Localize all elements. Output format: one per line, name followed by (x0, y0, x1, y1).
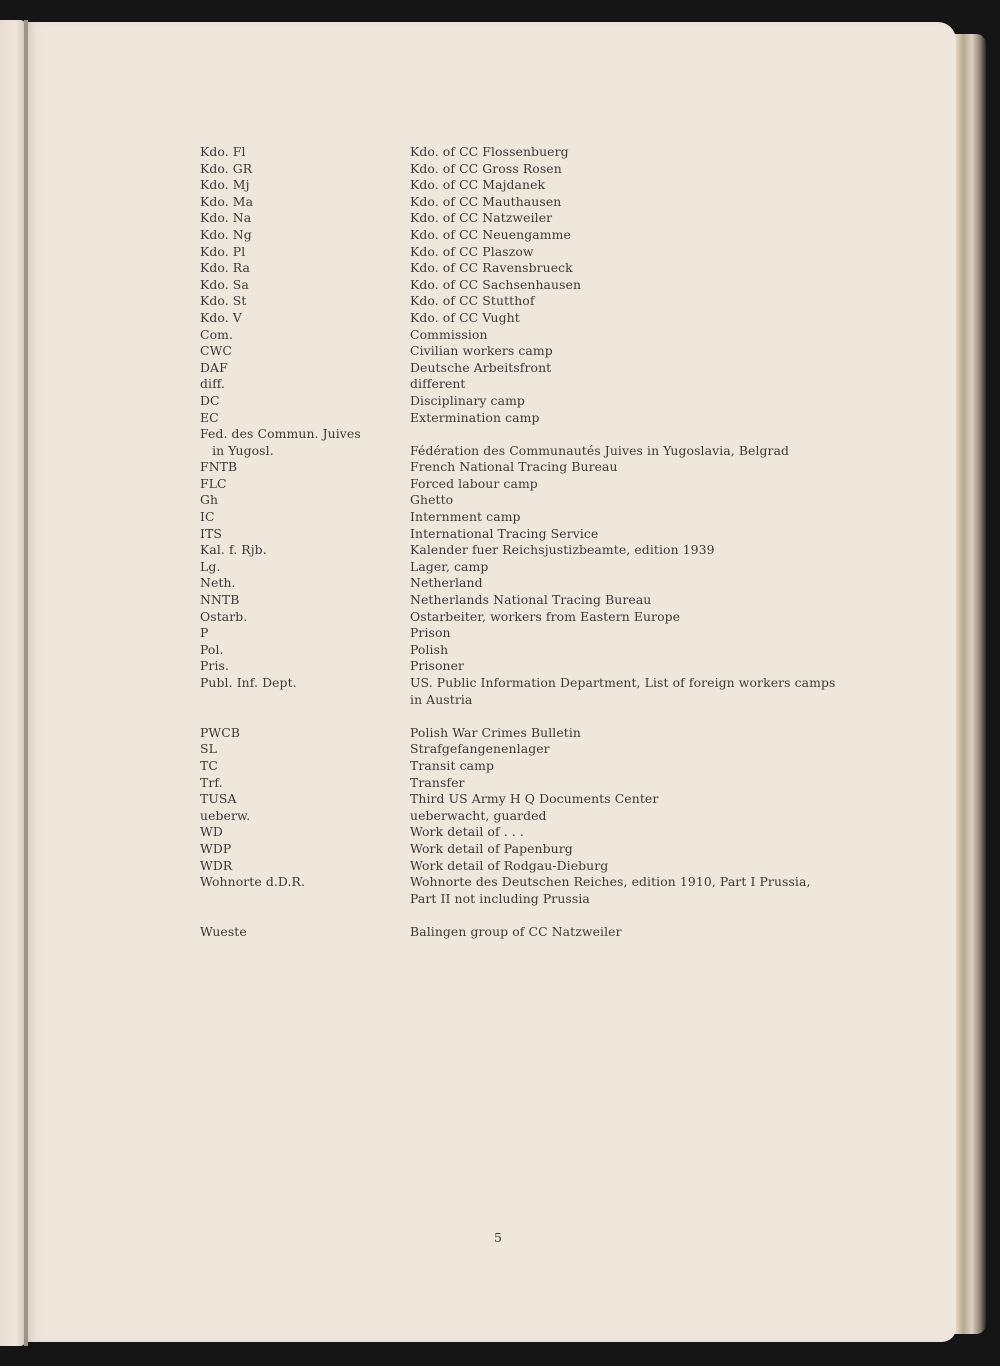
abbreviation-definition: Civilian workers camp (410, 343, 553, 359)
abbreviation-definition: Strafgefangenenlager (410, 741, 550, 757)
abbreviation-term: Lg. (200, 558, 221, 574)
abbreviation-list (200, 144, 900, 941)
book-page (28, 22, 956, 1342)
abbreviation-term: FLC (200, 475, 227, 491)
abbreviation-definition: Disciplinary camp (410, 392, 525, 408)
abbreviation-entry (200, 808, 900, 825)
abbreviation-term: Kal. f. Rjb. (200, 542, 267, 558)
abbreviation-definition: International Tracing Service (410, 525, 599, 541)
abbreviation-entry (200, 310, 900, 327)
abbreviation-definition: Polish (410, 641, 449, 657)
abbreviation-definition: Netherland (410, 575, 483, 591)
abbreviation-term: Gh (200, 492, 219, 508)
abbreviation-entry (200, 741, 900, 758)
abbreviation-definition: Transfer (410, 774, 465, 790)
abbreviation-entry (200, 410, 900, 427)
entry-spacer (200, 907, 900, 924)
abbreviation-entry (200, 592, 900, 609)
abbreviation-entry (200, 924, 900, 941)
abbreviation-term: PWCB (200, 724, 241, 740)
abbreviation-term: P (200, 625, 209, 641)
abbreviation-definition: Work detail of Papenburg (410, 840, 573, 856)
abbreviation-term: Wueste (200, 923, 247, 939)
abbreviation-definition: Balingen group of CC Natzweiler (410, 923, 622, 939)
abbreviation-term: TUSA (200, 791, 237, 807)
entry-spacer (200, 708, 900, 725)
abbreviation-definition: ueberwacht, guarded (410, 807, 547, 823)
abbreviation-entry (200, 260, 900, 277)
abbreviation-definition: Third US Army H Q Documents Center (410, 791, 659, 807)
abbreviation-entry (200, 426, 900, 443)
abbreviation-entry (200, 194, 900, 211)
abbreviation-term: WDR (200, 857, 233, 873)
abbreviation-entry (200, 858, 900, 875)
abbreviation-term: Kdo. Na (200, 210, 252, 226)
abbreviation-entry (200, 293, 900, 310)
abbreviation-term: Kdo. Mj (200, 177, 250, 193)
abbreviation-entry (200, 542, 900, 559)
abbreviation-entry (200, 443, 900, 460)
abbreviation-term: Wohnorte d.D.R. (200, 874, 306, 890)
abbreviation-term: Trf. (200, 774, 223, 790)
abbreviation-entry (200, 343, 900, 360)
abbreviation-definition: Kdo. of CC Plaszow (410, 243, 534, 259)
abbreviation-term: Kdo. Sa (200, 276, 249, 292)
abbreviation-entry (200, 675, 900, 708)
abbreviation-definition: Kdo. of CC Natzweiler (410, 210, 553, 226)
abbreviation-entry (200, 376, 900, 393)
abbreviation-definition: Kdo. of CC Sachsenhausen (410, 276, 582, 292)
abbreviation-term: CWC (200, 343, 232, 359)
abbreviation-term: ITS (200, 525, 222, 541)
abbreviation-entry (200, 161, 900, 178)
abbreviation-term: WDP (200, 840, 232, 856)
abbreviation-definition: Deutsche Arbeitsfront (410, 359, 552, 375)
abbreviation-entry (200, 509, 900, 526)
abbreviation-term: Kdo. St (200, 293, 247, 309)
abbreviation-term: IC (200, 509, 215, 525)
abbreviation-term: Kdo. V (200, 309, 242, 325)
abbreviation-term: Pris. (200, 658, 230, 674)
abbreviation-entry (200, 244, 900, 261)
abbreviation-definition: Kdo. of CC Stutthof (410, 293, 535, 309)
abbreviation-entry (200, 609, 900, 626)
abbreviation-definition: Forced labour camp (410, 475, 538, 491)
abbreviation-entry (200, 575, 900, 592)
abbreviation-term: Pol. (200, 641, 224, 657)
abbreviation-entry (200, 841, 900, 858)
abbreviation-definition: Extermination camp (410, 409, 540, 425)
abbreviation-term: Fed. des Commun. Juives (200, 426, 361, 442)
abbreviation-entry (200, 559, 900, 576)
abbreviation-entry (200, 758, 900, 775)
abbreviation-definition: Kdo. of CC Ravensbrueck (410, 260, 573, 276)
abbreviation-definition: Kalender fuer Reichsjustizbeamte, edition 1939 (410, 542, 715, 558)
abbreviation-term: ueberw. (200, 807, 251, 823)
left-page-edge (0, 20, 26, 1346)
abbreviation-term: Kdo. Ma (200, 193, 254, 209)
abbreviation-entry (200, 791, 900, 808)
abbreviation-term: Com. (200, 326, 234, 342)
abbreviation-entry (200, 327, 900, 344)
abbreviation-definition: Kdo. of CC Gross Rosen (410, 160, 562, 176)
abbreviation-definition: Work detail of Rodgau-Dieburg (410, 857, 609, 873)
abbreviation-term: Kdo. Ng (200, 226, 252, 242)
abbreviation-definition: Fédération des Communautés Juives in Yugoslavia, Belgrad (410, 442, 790, 458)
abbreviation-entry (200, 476, 900, 493)
abbreviation-entry (200, 459, 900, 476)
abbreviation-definition: Polish War Crimes Bulletin (410, 724, 582, 740)
abbreviation-term: NNTB (200, 592, 240, 608)
abbreviation-entry (200, 775, 900, 792)
abbreviation-entry (200, 658, 900, 675)
abbreviation-entry (200, 393, 900, 410)
abbreviation-term: diff. (200, 376, 226, 392)
abbreviation-entry (200, 625, 900, 642)
abbreviation-entry (200, 177, 900, 194)
abbreviation-definition: Commission (410, 326, 488, 342)
abbreviation-entry (200, 492, 900, 509)
abbreviation-term: FNTB (200, 459, 238, 475)
abbreviation-definition: Prisoner (410, 658, 465, 674)
abbreviation-entry (200, 144, 900, 161)
abbreviation-entry (200, 874, 900, 907)
abbreviation-entry (200, 642, 900, 659)
abbreviation-definition: Kdo. of CC Mauthausen (410, 193, 562, 209)
abbreviation-term: DAF (200, 359, 228, 375)
abbreviation-term: Kdo. Ra (200, 260, 251, 276)
abbreviation-entry (200, 360, 900, 377)
abbreviation-term: Neth. (200, 575, 236, 591)
abbreviation-term: Kdo. Pl (200, 243, 246, 259)
abbreviation-definition: Internment camp (410, 509, 521, 525)
abbreviation-term: Kdo. GR (200, 160, 253, 176)
abbreviation-term: in Yugosl. (200, 442, 274, 458)
abbreviation-term: DC (200, 392, 220, 408)
abbreviation-definition: Lager, camp (410, 558, 489, 574)
abbreviation-definition: Ostarbeiter, workers from Eastern Europe (410, 608, 681, 624)
abbreviation-term: TC (200, 757, 218, 773)
abbreviation-term: Kdo. Fl (200, 144, 246, 159)
abbreviation-entry (200, 210, 900, 227)
abbreviation-definition: Prison (410, 625, 451, 641)
abbreviation-definition: Kdo. of CC Majdanek (410, 177, 546, 193)
abbreviation-term: Publ. Inf. Dept. (200, 675, 297, 690)
abbreviation-term: Ostarb. (200, 608, 248, 624)
abbreviation-definition: Transit camp (410, 757, 495, 773)
abbreviation-entry (200, 277, 900, 294)
page-number: 5 (494, 1230, 502, 1245)
abbreviation-term: SL (200, 741, 217, 757)
abbreviation-definition (410, 426, 900, 443)
abbreviation-entry (200, 526, 900, 543)
abbreviation-term: WD (200, 824, 223, 840)
abbreviation-definition: Wohnorte des Deutschen Reiches, edition 1910, Part I Prussia, Part II not including Prussia (410, 874, 811, 906)
abbreviation-entry (200, 725, 900, 742)
abbreviation-term: EC (200, 409, 219, 425)
abbreviation-definition: different (410, 376, 466, 392)
abbreviation-definition: US. Public Information Department, List of foreign workers camps in Austria (410, 675, 836, 707)
abbreviation-definition: French National Tracing Bureau (410, 459, 618, 475)
abbreviation-definition: Netherlands National Tracing Bureau (410, 592, 652, 608)
abbreviation-definition: Ghetto (410, 492, 454, 508)
abbreviation-definition: Kdo. of CC Vught (410, 309, 520, 325)
abbreviation-definition: Kdo. of CC Flossenbuerg (410, 144, 569, 159)
abbreviation-definition: Kdo. of CC Neuengamme (410, 226, 571, 242)
abbreviation-definition: Work detail of . . . (410, 824, 524, 840)
abbreviation-entry (200, 824, 900, 841)
abbreviation-entry (200, 227, 900, 244)
